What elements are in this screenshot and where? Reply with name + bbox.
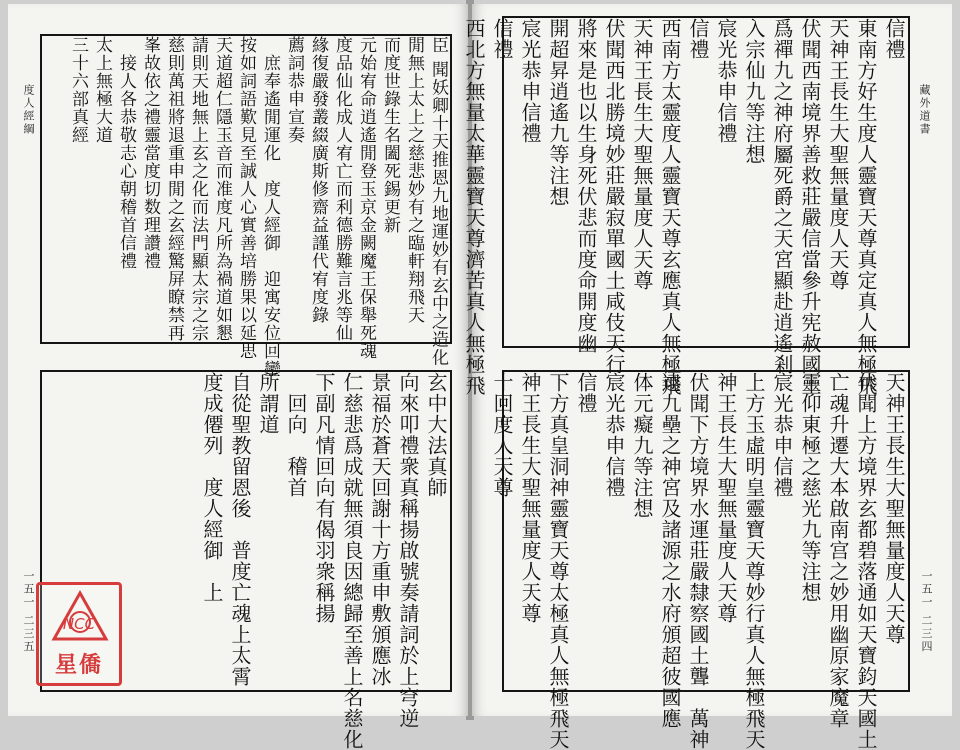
text-column: 玄中大法真師 (424, 372, 448, 498)
seal-name-text: 星僑 (54, 652, 103, 678)
text-column: 請則天地無上玄之化而法門顯太宗之宗 (188, 36, 208, 342)
right-side-label: 藏外道書 (918, 84, 931, 136)
text-column: 東南方好生度人靈寶天尊真定真人無極飛 (854, 18, 878, 396)
text-column: 上方玉虛明皇靈寶天尊妙行真人無極飛天 (742, 372, 766, 750)
text-column: 而度世錄生名闔死錫更新 (380, 36, 400, 234)
text-column: 伏聞西南境界善救莊嚴信當參升宪赦國土 (798, 18, 822, 396)
text-column: 爲禪九之神府屬死爵之天宮顯赴逍遙剎 (770, 18, 794, 375)
text-column: 庶奉遙閒運化 度人經御 迎寓安位回鑾 (260, 36, 280, 378)
text-column: 太上無極大道 (92, 36, 112, 144)
text-column: 臣 聞妖卿十天推恩九地運妙有玄中之造化 (428, 36, 448, 367)
left-page-number: 一五一 二三五 (22, 570, 35, 654)
text-column: 接人各恭敬志心朝稽首信禮 (116, 36, 136, 270)
text-column: 開超昇逍遙九等注想 (546, 18, 570, 207)
text-column: 下副凡情回向有偈羽衆稱揚 (312, 372, 336, 624)
text-column: 十回度人天尊 (490, 372, 514, 498)
seal-ncc-text: NCC (62, 615, 96, 633)
text-column: 仁慈悲爲成就無須良因總歸至善上名慈化 (340, 372, 364, 750)
right-lower-text-block (490, 370, 910, 750)
text-column: 体元癡九等注想 (630, 372, 654, 519)
text-column: 向來叩禮衆真稱揚啟號奏請詞於上穹逆 (396, 372, 420, 729)
text-column: 度成僊列 度人經御 上 (200, 372, 224, 603)
text-column: 宸光恭申信禮 (770, 372, 794, 498)
text-column: 入宗仙九等注想 (742, 18, 766, 165)
text-column: 薦詞恭申宣奏 (284, 36, 304, 144)
text-column: 景福於蒼天回謝十方重申敷頒應冰 (368, 372, 392, 687)
text-column: 信禮 (574, 372, 598, 414)
left-side-label: 度人經綱 (22, 84, 35, 136)
text-column: 下方真皇洞神靈寶天尊太極真人無極飛天 (546, 372, 570, 750)
text-column: 亡魂升遷大本啟南宫之妙用幽原家魔章 (826, 372, 850, 729)
text-column: 按如詞語歎見至誠人心實善培勝果以延思 (236, 36, 256, 360)
text-column: 天神王長生大聖無量度人天尊 (630, 18, 654, 291)
right-page-number: 一五一 二三四 (920, 570, 933, 654)
text-column: 伏聞西北勝境妙莊嚴寂單國土咸伎天行 (602, 18, 626, 375)
text-column: 天神王長生大聖無量度人天尊 (882, 372, 906, 645)
text-column: 伏聞上方境界玄都碧落通如天寶鈞天國土 (854, 372, 878, 750)
right-lower-columns (488, 372, 908, 750)
left-upper-columns (66, 36, 450, 378)
text-column: 逮九壘之神宮及諸源之水府頒超彼國應 (658, 372, 682, 729)
text-column: 西南方太靈度人靈寶天尊玄應真人無極飛 (658, 18, 682, 396)
text-column: 神王長生大聖無量度人天尊 (714, 372, 738, 624)
text-column: 神王長生大聖無量度人天尊 (518, 372, 542, 624)
text-column: 三十六部真經 (68, 36, 88, 144)
text-column: 宸光恭申信禮 (518, 18, 542, 144)
text-column: 緣復嚴發叢綴廣斯修齋益謹代宥度錄 (308, 36, 328, 324)
text-column: 閒無上太上之慈悲妙有之臨軒翔飛天 (404, 36, 424, 324)
text-column: 度品仙化成人宥亡而利德勝難言兆等仙 (332, 36, 352, 342)
text-column: 伏聞下方境界水運莊嚴隸察國土聾 萬神 (686, 372, 710, 750)
right-upper-text-block (462, 16, 910, 396)
left-lower-columns (198, 372, 450, 750)
publisher-seal (36, 582, 122, 686)
text-column: 信禮 (882, 18, 906, 60)
text-column: 宸光恭申信禮 (602, 372, 626, 498)
text-column: 信禮 (686, 18, 710, 60)
right-page (462, 4, 952, 750)
text-column: 所謂道 (256, 372, 280, 435)
text-column: 天道超仁隱玉音而准度凡所為禍道如懇 (212, 36, 232, 342)
text-column: 天神王長生大聖無量度人天尊 (826, 18, 850, 291)
text-column: 慈則萬祖將退重申閒之玄經驚屏瞭禁再 (164, 36, 184, 342)
left-upper-text-block (40, 34, 452, 378)
text-column: 靈仰東極之慈光九等注想 (798, 372, 822, 603)
text-column: 宸光恭申信禮 (714, 18, 738, 144)
text-column: 信禮 (490, 18, 514, 60)
text-column: 西北方無量太華靈寶天尊濟苦真人無極飛 (462, 18, 486, 396)
text-column: 元始宥命逍遙閒登玉京金闕魔王保舉死魂 (356, 36, 376, 360)
text-column: 回向 稽首 (284, 372, 308, 498)
text-column: 自從聖教留恩後 普度亡魂上太霄 (228, 372, 252, 687)
text-column: 將來是也以生身死伏悲而度命開度幽 (574, 18, 598, 354)
right-upper-columns (460, 18, 908, 396)
text-column: 峯故依之禮靈當度切数理讚禮 (140, 36, 160, 270)
